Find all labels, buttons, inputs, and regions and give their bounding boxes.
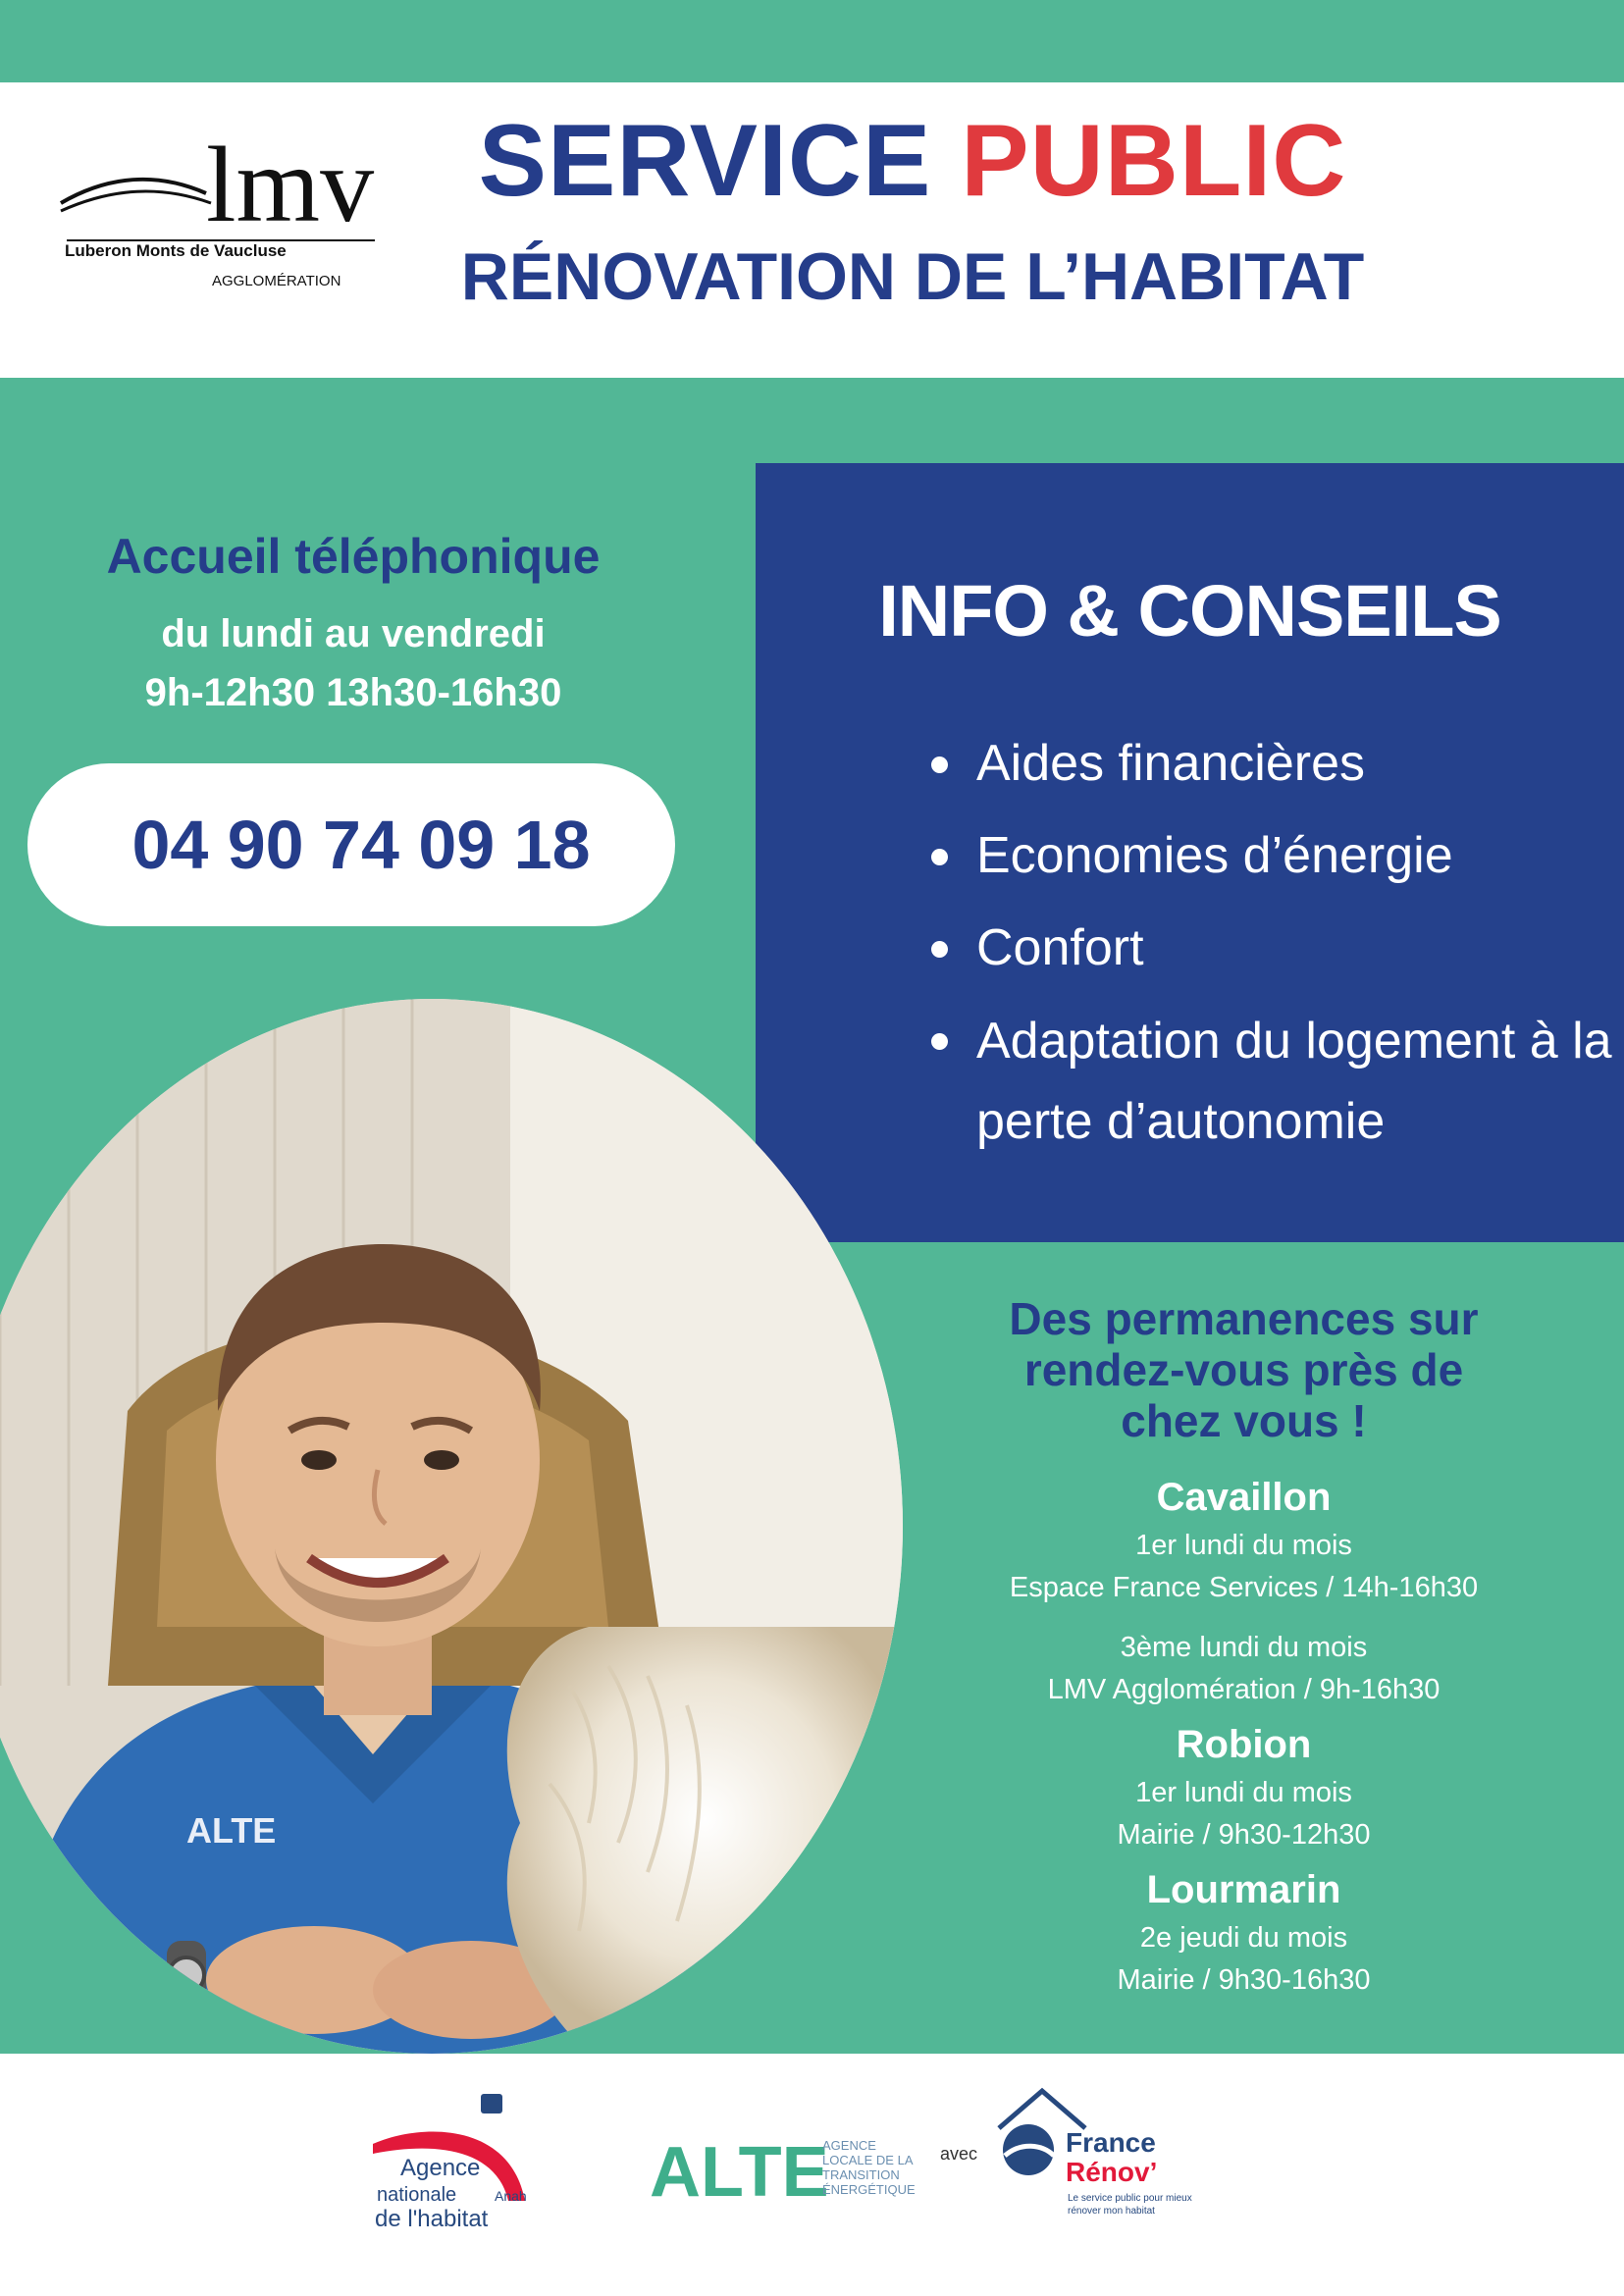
svg-text:TRANSITION: TRANSITION — [822, 2167, 900, 2182]
list-item-label: Aides financières — [976, 735, 1365, 792]
svg-text:France: France — [1066, 2127, 1156, 2158]
france-renov-logo — [999, 2091, 1192, 2217]
lmv-sub: AGGLOMÉRATION — [212, 273, 341, 289]
phone-heading: Accueil téléphonique — [106, 529, 601, 584]
partner-logos — [0, 2054, 1624, 2296]
list-item — [927, 1001, 1614, 1162]
svg-text:nationale: nationale — [377, 2184, 457, 2206]
phone-hours: 9h-12h30 13h30-16h30 — [144, 671, 562, 714]
lmv-name: Luberon Monts de Vaucluse — [65, 241, 287, 260]
phone-schedule — [39, 604, 667, 722]
svg-text:Agence: Agence — [400, 2155, 481, 2181]
page-subtitle: RÉNOVATION DE L’HABITAT — [460, 239, 1365, 314]
permanences-heading: Des permanences sur rendez-vous près de chez vous ! — [1009, 1293, 1479, 1446]
bullet-icon — [931, 1033, 948, 1050]
top-band — [0, 0, 1624, 82]
permanence-city-cavaillon: Cavaillon — [1156, 1476, 1332, 1519]
list-item — [927, 909, 1614, 987]
svg-text:Le service public pour mieux: Le service public pour mieux — [1068, 2193, 1192, 2204]
permanence-where: Mairie / 9h30-16h30 — [1117, 1964, 1371, 1996]
bullet-icon — [931, 849, 948, 865]
title-public: PUBLIC — [961, 104, 1347, 218]
info-title: INFO & CONSEILS — [878, 570, 1501, 652]
permanence-city-lourmarin: Lourmarin — [1146, 1868, 1341, 1911]
title-service: SERVICE — [478, 104, 932, 218]
lmv-mark: lmv — [206, 125, 375, 244]
advisor-photo-illustration — [0, 999, 903, 2054]
alte-logo — [650, 2133, 916, 2212]
phone-number[interactable]: 04 90 74 09 18 — [131, 807, 591, 883]
svg-text:Anah: Anah — [495, 2188, 527, 2204]
bullet-icon — [931, 941, 948, 958]
svg-text:de l'habitat: de l'habitat — [375, 2206, 489, 2232]
svg-text:AGENCE: AGENCE — [822, 2138, 876, 2153]
list-item-label: Adaptation du logement à la perte d’autonomie — [976, 1013, 1612, 1150]
permanence-when: 3ème lundi du mois — [1120, 1632, 1368, 1663]
permanence-when: 2e jeudi du mois — [1139, 1922, 1348, 1954]
svg-text:ÉNERGÉTIQUE: ÉNERGÉTIQUE — [822, 2182, 916, 2197]
svg-text:rénover mon habitat: rénover mon habitat — [1068, 2206, 1155, 2217]
svg-text:ALTE: ALTE — [650, 2133, 829, 2212]
list-item-label: Confort — [976, 919, 1144, 976]
svg-text:Rénov’: Rénov’ — [1066, 2157, 1158, 2187]
bullet-icon — [931, 757, 948, 773]
avec-label: avec — [940, 2144, 978, 2164]
permanence-where: LMV Agglomération / 9h-16h30 — [1047, 1674, 1441, 1705]
lmv-logo — [59, 123, 383, 289]
permanence-where: Espace France Services / 14h-16h30 — [1009, 1572, 1479, 1603]
shirt-logo: ALTE — [186, 1810, 277, 1851]
permanence-when: 1er lundi du mois — [1135, 1777, 1352, 1808]
permanences-list — [981, 1464, 1506, 2002]
svg-text:LOCALE DE LA: LOCALE DE LA — [822, 2153, 914, 2167]
list-item — [927, 816, 1614, 895]
page-title — [422, 104, 1403, 218]
permanence-city-robion: Robion — [1176, 1723, 1312, 1766]
anah-logo — [373, 2094, 527, 2232]
list-item-label: Economies d’énergie — [976, 827, 1453, 884]
info-list — [927, 724, 1614, 1175]
permanence-when: 1er lundi du mois — [1135, 1530, 1352, 1561]
list-item — [927, 724, 1614, 803]
permanence-where: Mairie / 9h30-12h30 — [1117, 1819, 1371, 1851]
phone-days: du lundi au vendredi — [161, 612, 546, 655]
advisor-photo — [0, 999, 903, 2054]
